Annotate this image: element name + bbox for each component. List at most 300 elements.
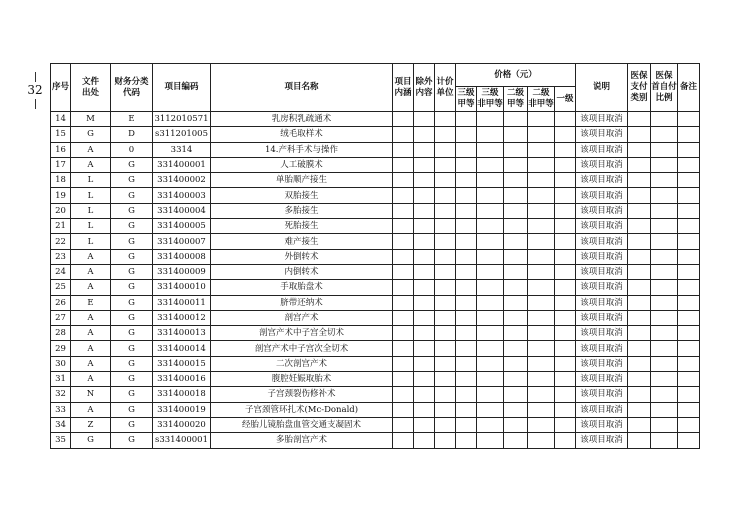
header-price-grade3-other: 三级 非甲等 — [477, 87, 504, 112]
table-row — [51, 310, 700, 325]
cell-insurance-ratio — [651, 433, 678, 448]
cell-item-content — [393, 264, 414, 279]
header-exclusion: 除外 内容 — [414, 64, 435, 112]
table-row — [51, 234, 700, 249]
cell-price-grade3a — [456, 417, 477, 432]
cell-unit — [435, 402, 456, 417]
cell-exclusion — [414, 433, 435, 448]
cell-item-content — [393, 341, 414, 356]
header-note: 说明 — [576, 64, 628, 112]
cell-price-grade2a — [504, 356, 528, 371]
cell-note: 该项目取消 — [576, 234, 628, 249]
cell-insurance-ratio — [651, 387, 678, 402]
cell-price-grade1 — [555, 127, 576, 142]
cell-exclusion — [414, 112, 435, 127]
cell-price-grade1 — [555, 326, 576, 341]
cell-price-grade2-other — [528, 203, 555, 218]
header-price-grade2-other: 二级 非甲等 — [528, 87, 555, 112]
cell-insurance-category — [628, 356, 651, 371]
cell-unit — [435, 219, 456, 234]
cell-file-source: A — [71, 310, 111, 325]
cell-unit — [435, 203, 456, 218]
cell-insurance-category — [628, 249, 651, 264]
cell-insurance-ratio — [651, 142, 678, 157]
cell-price-grade2-other — [528, 142, 555, 157]
cell-price-grade1 — [555, 295, 576, 310]
cell-item-name: 腹腔妊娠取胎术 — [211, 372, 393, 387]
cell-note: 该项目取消 — [576, 142, 628, 157]
table-row — [51, 372, 700, 387]
cell-price-grade1 — [555, 310, 576, 325]
cell-note: 该项目取消 — [576, 112, 628, 127]
cell-exclusion — [414, 127, 435, 142]
cell-insurance-category — [628, 280, 651, 295]
cell-unit — [435, 326, 456, 341]
cell-price-grade2-other — [528, 112, 555, 127]
cell-remarks — [678, 157, 700, 172]
cell-price-grade3a — [456, 173, 477, 188]
cell-item-name: 剖宫产术中子宫全切术 — [211, 326, 393, 341]
cell-exclusion — [414, 203, 435, 218]
cell-price-grade3-other — [477, 127, 504, 142]
cell-finance-code: 0 — [111, 142, 153, 157]
cell-price-grade3a — [456, 142, 477, 157]
cell-price-grade1 — [555, 372, 576, 387]
cell-item-name: 人工破膜术 — [211, 157, 393, 172]
cell-insurance-category — [628, 157, 651, 172]
cell-item-content — [393, 219, 414, 234]
cell-price-grade2-other — [528, 387, 555, 402]
cell-finance-code: G — [111, 264, 153, 279]
cell-price-grade2-other — [528, 157, 555, 172]
cell-item-name: 脐带还纳术 — [211, 295, 393, 310]
cell-unit — [435, 280, 456, 295]
cell-item-code: 331400001 — [153, 157, 211, 172]
cell-price-grade2a — [504, 280, 528, 295]
cell-item-name: 多胎接生 — [211, 203, 393, 218]
cell-price-grade3a — [456, 249, 477, 264]
cell-item-content — [393, 157, 414, 172]
cell-seq: 34 — [51, 417, 71, 432]
header-file-source: 文件 出处 — [71, 64, 111, 112]
cell-price-grade2-other — [528, 280, 555, 295]
cell-item-content — [393, 387, 414, 402]
cell-insurance-ratio — [651, 417, 678, 432]
cell-file-source: G — [71, 127, 111, 142]
table-row — [51, 295, 700, 310]
cell-item-content — [393, 417, 414, 432]
cell-item-code: 331400016 — [153, 372, 211, 387]
cell-item-content — [393, 310, 414, 325]
cell-price-grade3a — [456, 203, 477, 218]
cell-price-grade1 — [555, 234, 576, 249]
cell-seq: 32 — [51, 387, 71, 402]
cell-price-grade2-other — [528, 433, 555, 448]
cell-price-grade3a — [456, 310, 477, 325]
header-insurance-category: 医保 支付 类别 — [628, 64, 651, 112]
cell-seq: 27 — [51, 310, 71, 325]
cell-price-grade3a — [456, 234, 477, 249]
table-row — [51, 173, 700, 188]
cell-price-grade1 — [555, 142, 576, 157]
header-item-content: 项目 内涵 — [393, 64, 414, 112]
cell-exclusion — [414, 219, 435, 234]
cell-price-grade2-other — [528, 372, 555, 387]
cell-price-grade3-other — [477, 203, 504, 218]
cell-remarks — [678, 173, 700, 188]
cell-exclusion — [414, 326, 435, 341]
cell-item-content — [393, 433, 414, 448]
cell-file-source: A — [71, 142, 111, 157]
table-row — [51, 249, 700, 264]
cell-price-grade3-other — [477, 310, 504, 325]
cell-price-grade3a — [456, 356, 477, 371]
cell-exclusion — [414, 402, 435, 417]
cell-remarks — [678, 310, 700, 325]
table-body — [51, 112, 700, 449]
table-row — [51, 417, 700, 432]
cell-exclusion — [414, 142, 435, 157]
cell-insurance-ratio — [651, 264, 678, 279]
cell-insurance-category — [628, 219, 651, 234]
cell-insurance-ratio — [651, 157, 678, 172]
cell-item-code: 331400010 — [153, 280, 211, 295]
cell-price-grade3-other — [477, 372, 504, 387]
cell-price-grade1 — [555, 249, 576, 264]
cell-exclusion — [414, 234, 435, 249]
cell-price-grade3a — [456, 372, 477, 387]
cell-price-grade2a — [504, 234, 528, 249]
cell-item-name: 14.产科手术与操作 — [211, 142, 393, 157]
cell-price-grade2a — [504, 326, 528, 341]
cell-price-grade2-other — [528, 326, 555, 341]
cell-seq: 30 — [51, 356, 71, 371]
cell-remarks — [678, 387, 700, 402]
table-row — [51, 157, 700, 172]
cell-item-name: 经胎儿镜胎盘血管交通支凝固术 — [211, 417, 393, 432]
cell-item-name: 子宫颈管环扎术(Mc-Donald) — [211, 402, 393, 417]
cell-item-code: 331400007 — [153, 234, 211, 249]
cell-remarks — [678, 433, 700, 448]
cell-item-content — [393, 188, 414, 203]
cell-exclusion — [414, 417, 435, 432]
cell-remarks — [678, 295, 700, 310]
cell-note: 该项目取消 — [576, 280, 628, 295]
cell-price-grade1 — [555, 280, 576, 295]
cell-remarks — [678, 341, 700, 356]
cell-price-grade3a — [456, 280, 477, 295]
cell-item-name: 绒毛取样术 — [211, 127, 393, 142]
cell-item-content — [393, 280, 414, 295]
header-seq: 序号 — [51, 64, 71, 112]
cell-unit — [435, 264, 456, 279]
cell-exclusion — [414, 356, 435, 371]
cell-item-content — [393, 402, 414, 417]
table-row — [51, 387, 700, 402]
cell-finance-code: G — [111, 219, 153, 234]
cell-seq: 23 — [51, 249, 71, 264]
cell-remarks — [678, 234, 700, 249]
cell-price-grade3-other — [477, 387, 504, 402]
cell-item-code: 331400012 — [153, 310, 211, 325]
cell-seq: 22 — [51, 234, 71, 249]
cell-item-code: 331400014 — [153, 341, 211, 356]
cell-finance-code: G — [111, 280, 153, 295]
cell-price-grade2a — [504, 157, 528, 172]
cell-insurance-ratio — [651, 341, 678, 356]
cell-insurance-ratio — [651, 234, 678, 249]
cell-seq: 28 — [51, 326, 71, 341]
cell-finance-code: G — [111, 310, 153, 325]
cell-item-code: 3112010571 — [153, 112, 211, 127]
cell-remarks — [678, 142, 700, 157]
cell-item-content — [393, 173, 414, 188]
cell-price-grade2a — [504, 295, 528, 310]
cell-finance-code: G — [111, 295, 153, 310]
cell-price-grade2-other — [528, 402, 555, 417]
cell-note: 该项目取消 — [576, 326, 628, 341]
cell-price-grade3a — [456, 387, 477, 402]
cell-unit — [435, 372, 456, 387]
cell-exclusion — [414, 295, 435, 310]
cell-item-code: s311201005 — [153, 127, 211, 142]
cell-note: 该项目取消 — [576, 356, 628, 371]
cell-price-grade2-other — [528, 127, 555, 142]
cell-unit — [435, 417, 456, 432]
cell-remarks — [678, 112, 700, 127]
cell-unit — [435, 295, 456, 310]
cell-remarks — [678, 280, 700, 295]
cell-price-grade2a — [504, 127, 528, 142]
cell-insurance-category — [628, 341, 651, 356]
cell-price-grade1 — [555, 203, 576, 218]
cell-insurance-ratio — [651, 127, 678, 142]
cell-item-content — [393, 203, 414, 218]
cell-exclusion — [414, 188, 435, 203]
cell-item-code: 331400005 — [153, 219, 211, 234]
cell-seq: 16 — [51, 142, 71, 157]
cell-item-name: 难产接生 — [211, 234, 393, 249]
page-number-dash-top — [35, 72, 36, 82]
cell-finance-code: E — [111, 112, 153, 127]
cell-item-code: 331400015 — [153, 356, 211, 371]
header-item-code: 项目编码 — [153, 64, 211, 112]
cell-price-grade3a — [456, 188, 477, 203]
cell-note: 该项目取消 — [576, 295, 628, 310]
cell-insurance-category — [628, 326, 651, 341]
cell-note: 该项目取消 — [576, 188, 628, 203]
cell-file-source: L — [71, 234, 111, 249]
cell-insurance-category — [628, 433, 651, 448]
cell-item-name: 剖宫产术 — [211, 310, 393, 325]
cell-insurance-ratio — [651, 372, 678, 387]
cell-price-grade3-other — [477, 433, 504, 448]
cell-seq: 21 — [51, 219, 71, 234]
cell-price-grade2-other — [528, 219, 555, 234]
cell-file-source: E — [71, 295, 111, 310]
header-finance-code: 财务分类 代码 — [111, 64, 153, 112]
table-row — [51, 280, 700, 295]
cell-price-grade3a — [456, 341, 477, 356]
cell-file-source: A — [71, 280, 111, 295]
cell-file-source: A — [71, 356, 111, 371]
cell-price-grade2a — [504, 173, 528, 188]
header-insurance-ratio: 医保 首自付 比例 — [651, 64, 678, 112]
cell-insurance-category — [628, 402, 651, 417]
cell-price-grade1 — [555, 188, 576, 203]
cell-finance-code: G — [111, 402, 153, 417]
cell-insurance-ratio — [651, 310, 678, 325]
cell-price-grade3-other — [477, 234, 504, 249]
cell-insurance-ratio — [651, 326, 678, 341]
cell-seq: 35 — [51, 433, 71, 448]
cell-exclusion — [414, 249, 435, 264]
table-row — [51, 326, 700, 341]
cell-file-source: M — [71, 112, 111, 127]
cell-price-grade2-other — [528, 188, 555, 203]
cell-price-grade3-other — [477, 417, 504, 432]
cell-seq: 25 — [51, 280, 71, 295]
cell-unit — [435, 341, 456, 356]
cell-unit — [435, 310, 456, 325]
cell-unit — [435, 234, 456, 249]
cell-seq: 33 — [51, 402, 71, 417]
table-row — [51, 142, 700, 157]
cell-insurance-ratio — [651, 295, 678, 310]
cell-price-grade1 — [555, 417, 576, 432]
cell-price-grade3-other — [477, 356, 504, 371]
cell-seq: 20 — [51, 203, 71, 218]
page-number-dash-bottom — [35, 99, 36, 109]
cell-item-code: 331400020 — [153, 417, 211, 432]
cell-item-content — [393, 372, 414, 387]
cell-price-grade2a — [504, 203, 528, 218]
cell-finance-code: G — [111, 249, 153, 264]
cell-price-grade3a — [456, 264, 477, 279]
cell-price-grade3-other — [477, 280, 504, 295]
cell-insurance-category — [628, 203, 651, 218]
cell-price-grade1 — [555, 402, 576, 417]
cell-item-code: 331400018 — [153, 387, 211, 402]
cell-item-code: 331400019 — [153, 402, 211, 417]
header-price-group: 价格（元） — [456, 64, 576, 87]
cell-insurance-ratio — [651, 356, 678, 371]
cell-file-source: A — [71, 326, 111, 341]
cell-price-grade3-other — [477, 295, 504, 310]
cell-price-grade2-other — [528, 356, 555, 371]
cell-seq: 15 — [51, 127, 71, 142]
cell-price-grade3a — [456, 127, 477, 142]
cell-unit — [435, 112, 456, 127]
cell-price-grade3-other — [477, 188, 504, 203]
cell-finance-code: G — [111, 433, 153, 448]
table-header — [51, 64, 700, 112]
cell-exclusion — [414, 341, 435, 356]
cell-finance-code: G — [111, 157, 153, 172]
cell-unit — [435, 127, 456, 142]
cell-exclusion — [414, 264, 435, 279]
table-row — [51, 356, 700, 371]
cell-finance-code: G — [111, 372, 153, 387]
cell-insurance-category — [628, 387, 651, 402]
cell-price-grade3a — [456, 112, 477, 127]
cell-seq: 19 — [51, 188, 71, 203]
cell-finance-code: G — [111, 356, 153, 371]
cell-price-grade2a — [504, 188, 528, 203]
cell-price-grade2-other — [528, 341, 555, 356]
cell-note: 该项目取消 — [576, 341, 628, 356]
cell-price-grade2-other — [528, 173, 555, 188]
table-row — [51, 219, 700, 234]
cell-price-grade2a — [504, 402, 528, 417]
cell-item-name: 乳房积乳疏通术 — [211, 112, 393, 127]
cell-seq: 18 — [51, 173, 71, 188]
cell-note: 该项目取消 — [576, 372, 628, 387]
table-row — [51, 433, 700, 448]
cell-insurance-ratio — [651, 203, 678, 218]
cell-file-source: A — [71, 157, 111, 172]
cell-item-code: s331400001 — [153, 433, 211, 448]
page-number-text: 32 — [27, 83, 43, 97]
header-price-grade1: 一级 — [555, 87, 576, 112]
cell-price-grade1 — [555, 219, 576, 234]
cell-item-code: 331400004 — [153, 203, 211, 218]
cell-insurance-category — [628, 310, 651, 325]
cell-price-grade1 — [555, 157, 576, 172]
table-row — [51, 341, 700, 356]
cell-price-grade3-other — [477, 219, 504, 234]
cell-price-grade2-other — [528, 295, 555, 310]
cell-item-content — [393, 127, 414, 142]
cell-remarks — [678, 203, 700, 218]
cell-file-source: G — [71, 433, 111, 448]
cell-price-grade3a — [456, 326, 477, 341]
cell-insurance-category — [628, 127, 651, 142]
cell-seq: 24 — [51, 264, 71, 279]
cell-finance-code: G — [111, 188, 153, 203]
header-price-grade2a: 二级 甲等 — [504, 87, 528, 112]
cell-finance-code: G — [111, 417, 153, 432]
cell-file-source: A — [71, 341, 111, 356]
cell-exclusion — [414, 280, 435, 295]
cell-price-grade3a — [456, 295, 477, 310]
cell-price-grade3-other — [477, 173, 504, 188]
cell-item-code: 331400002 — [153, 173, 211, 188]
cell-price-grade3a — [456, 402, 477, 417]
cell-insurance-category — [628, 188, 651, 203]
cell-price-grade2-other — [528, 310, 555, 325]
cell-price-grade2a — [504, 142, 528, 157]
cell-item-name: 剖宫产术中子宫次全切术 — [211, 341, 393, 356]
cell-price-grade2a — [504, 264, 528, 279]
cell-price-grade1 — [555, 173, 576, 188]
cell-item-name: 多胎剖宫产术 — [211, 433, 393, 448]
header-item-name: 项目名称 — [211, 64, 393, 112]
cell-item-code: 331400011 — [153, 295, 211, 310]
cell-insurance-ratio — [651, 188, 678, 203]
cell-price-grade2a — [504, 112, 528, 127]
cell-price-grade2a — [504, 433, 528, 448]
cell-remarks — [678, 249, 700, 264]
cell-insurance-ratio — [651, 280, 678, 295]
cell-note: 该项目取消 — [576, 157, 628, 172]
cell-price-grade3-other — [477, 264, 504, 279]
cell-insurance-ratio — [651, 112, 678, 127]
cell-finance-code: G — [111, 387, 153, 402]
header-unit: 计价 单位 — [435, 64, 456, 112]
cell-note: 该项目取消 — [576, 417, 628, 432]
cell-price-grade1 — [555, 112, 576, 127]
